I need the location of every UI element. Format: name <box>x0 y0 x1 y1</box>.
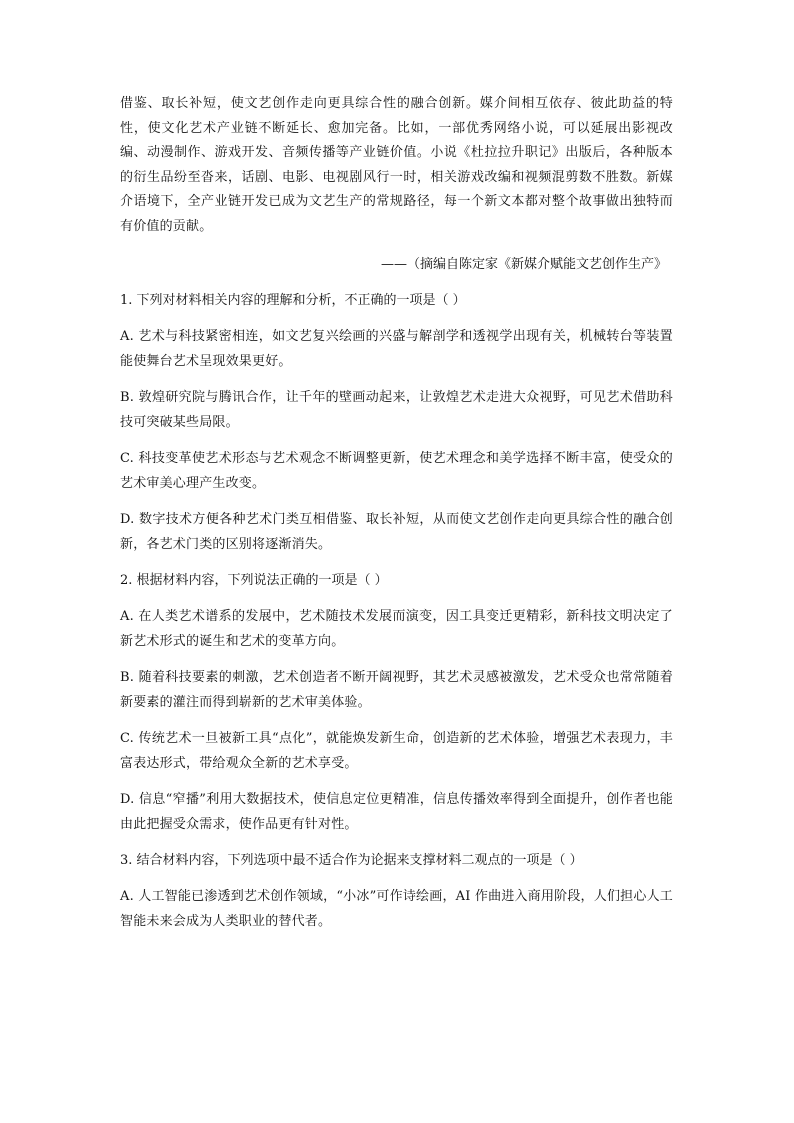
question-1-option-a: A. 艺术与科技紧密相连，如文艺复兴绘画的兴盛与解剖学和透视学出现有关，机械转台等装置能使舞台艺术呈现效果更好。 <box>120 329 673 369</box>
question-1-option-b: B. 敦煌研究院与腾讯合作，让千年的壁画动起来，让敦煌艺术走进大众视野，可见艺术借助科技可突破某些局限。 <box>120 390 673 430</box>
question-3-option-a: A. 人工智能已渗透到艺术创作领域，“小冰”可作诗绘画，AI 作曲进入商用阶段，人们担心人工智能未来会成为人类职业的替代者。 <box>120 889 673 929</box>
question-1-option-c: C. 科技变革使艺术形态与艺术观念不断调整更新，使艺术理念和美学选择不断丰富，使受众的艺术审美心理产生改变。 <box>120 451 673 491</box>
question-2-option-c: C. 传统艺术一旦被新工具“点化”，就能焕发新生命，创造新的艺术体验，增强艺术表现力，丰富表达形式，带给观众全新的艺术享受。 <box>120 731 673 771</box>
document-content <box>120 92 673 934</box>
passage-source: ——（摘编自陈定家《新媒介赋能文艺创作生产》 <box>380 257 667 272</box>
question-1-stem: 1. 下列对材料相关内容的理解和分析，不正确的一项是（ ） <box>120 293 466 308</box>
question-2-option-b: B. 随着科技要素的刺激，艺术创造者不断开阔视野，其艺术灵感被激发，艺术受众也常常随着新要素的灌注而得到崭新的艺术审美体验。 <box>120 670 673 710</box>
question-2-option-d: D. 信息“窄播”利用大数据技术，使信息定位更精准，信息传播效率得到全面提升，创作者也能由此把握受众需求，使作品更有针对性。 <box>120 792 673 832</box>
question-3-stem: 3. 结合材料内容，下列选项中最不适合作为论据来支撑材料二观点的一项是（ ） <box>120 853 583 868</box>
question-2-option-a: A. 在人类艺术谱系的发展中，艺术随技术发展而演变，因工具变迁更精彩，新科技文明决定了新艺术形式的诞生和艺术的变革方向。 <box>120 609 673 649</box>
question-2-stem: 2. 根据材料内容，下列说法正确的一项是（ ） <box>120 573 388 588</box>
passage-paragraph: 借鉴、取长补短，使文艺创作走向更具综合性的融合创新。媒介间相互依存、彼此助益的特性，使文化艺术产业链不断延长、愈加完备。比如，一部优秀网络小说，可以延展出影视改编、动漫制作、游戏开发、音频传播等产业链价值。小说《杜拉拉升职记》出版后，各种版本的衍生品纷至沓来，话剧、电影、电视剧风行一时，相关游戏改编和视频混剪数不胜数。新媒介语境下，全产业链开发已成为文艺生产的常规路径，每一个新文本都对整个故事做出独特而有价值的贡献。 <box>120 96 673 234</box>
question-1-option-d: D. 数字技术方便各种艺术门类互相借鉴、取长补短，从而使文艺创作走向更具综合性的融合创新，各艺术门类的区别将逐渐消失。 <box>120 512 673 552</box>
